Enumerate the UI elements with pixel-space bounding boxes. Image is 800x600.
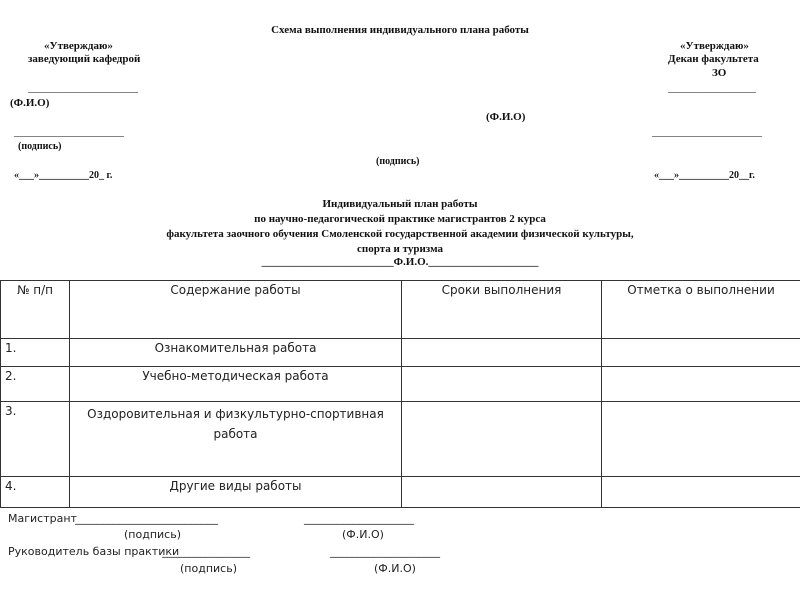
scheme-title: Схема выполнения индивидуального плана работы: [271, 24, 529, 36]
work-plan-table: [0, 280, 800, 508]
row-number: 2.: [1, 367, 70, 402]
left-date: «___»__________20_ г.: [14, 170, 113, 181]
left-fio-label: (Ф.И.О): [10, 97, 50, 109]
master-sign-label: (подпись): [124, 528, 181, 541]
row-deadline-cell[interactable]: [402, 477, 602, 508]
left-sign-label: (подпись): [18, 141, 62, 152]
middle-fio-label: (Ф.И.О): [486, 111, 526, 123]
row-deadline-cell[interactable]: [402, 367, 602, 402]
row-mark-cell[interactable]: [602, 477, 800, 508]
row-mark-cell[interactable]: [602, 402, 800, 477]
row-content: Оздоровительная и физкультурно-спортивная работа: [70, 402, 402, 477]
table-row: [1, 367, 800, 402]
header-mark: Отметка о выполнении: [602, 281, 800, 339]
table-header-row: [1, 281, 800, 339]
table-row: [1, 339, 800, 367]
practice-head-sign-label: (подпись): [180, 562, 237, 575]
plan-title-fio-line: ________________________Ф.И.О.____________________: [261, 256, 539, 268]
plan-title-line2: по научно-педагогической практике магистрантов 2 курса: [254, 213, 546, 225]
table-row: [1, 477, 800, 508]
header-deadline: Сроки выполнения: [402, 281, 602, 339]
practice-head-fio-label: (Ф.И.О): [374, 562, 416, 575]
right-fio-line: ________________: [668, 82, 756, 94]
left-fio-line: ____________________: [28, 82, 138, 94]
master-sign-line: __________________________: [75, 512, 218, 525]
row-mark-cell[interactable]: [602, 367, 800, 402]
plan-title-line3: факультета заочного обучения Смоленской государственной академии физической культуры,: [166, 228, 634, 240]
header-number: № п/п: [1, 281, 70, 339]
right-position-label: Декан факультета: [668, 53, 759, 65]
right-sign-line: ____________________: [652, 126, 762, 138]
row-deadline-cell[interactable]: [402, 402, 602, 477]
row-number: 4.: [1, 477, 70, 508]
row-number: 3.: [1, 402, 70, 477]
row-number: 1.: [1, 339, 70, 367]
row-content: Ознакомительная работа: [70, 339, 402, 367]
left-sign-line: ____________________: [14, 126, 124, 138]
row-mark-cell[interactable]: [602, 339, 800, 367]
practice-head-sign-line: ________________: [162, 545, 250, 558]
master-fio-line: ____________________: [304, 512, 414, 525]
row-deadline-cell[interactable]: [402, 339, 602, 367]
left-position-label: заведующий кафедрой: [28, 53, 141, 65]
row-content: Другие виды работы: [70, 477, 402, 508]
practice-head-label: Руководитель базы практики: [8, 545, 180, 558]
header-content: Содержание работы: [70, 281, 402, 339]
plan-title-line1: Индивидуальный план работы: [322, 198, 478, 210]
table-row: [1, 402, 800, 477]
right-approve-label: «Утверждаю»: [680, 40, 749, 52]
right-position-label-2: ЗО: [712, 67, 727, 79]
plan-title-line4: спорта и туризма: [357, 243, 443, 255]
right-date: «___»__________20__г.: [654, 170, 755, 181]
row-content: Учебно-методическая работа: [70, 367, 402, 402]
middle-sign-label: (подпись): [376, 156, 420, 167]
practice-head-fio-line: ____________________: [330, 545, 440, 558]
left-approve-label: «Утверждаю»: [44, 40, 113, 52]
master-label: Магистрант: [8, 512, 77, 525]
master-fio-label: (Ф.И.О): [342, 528, 384, 541]
